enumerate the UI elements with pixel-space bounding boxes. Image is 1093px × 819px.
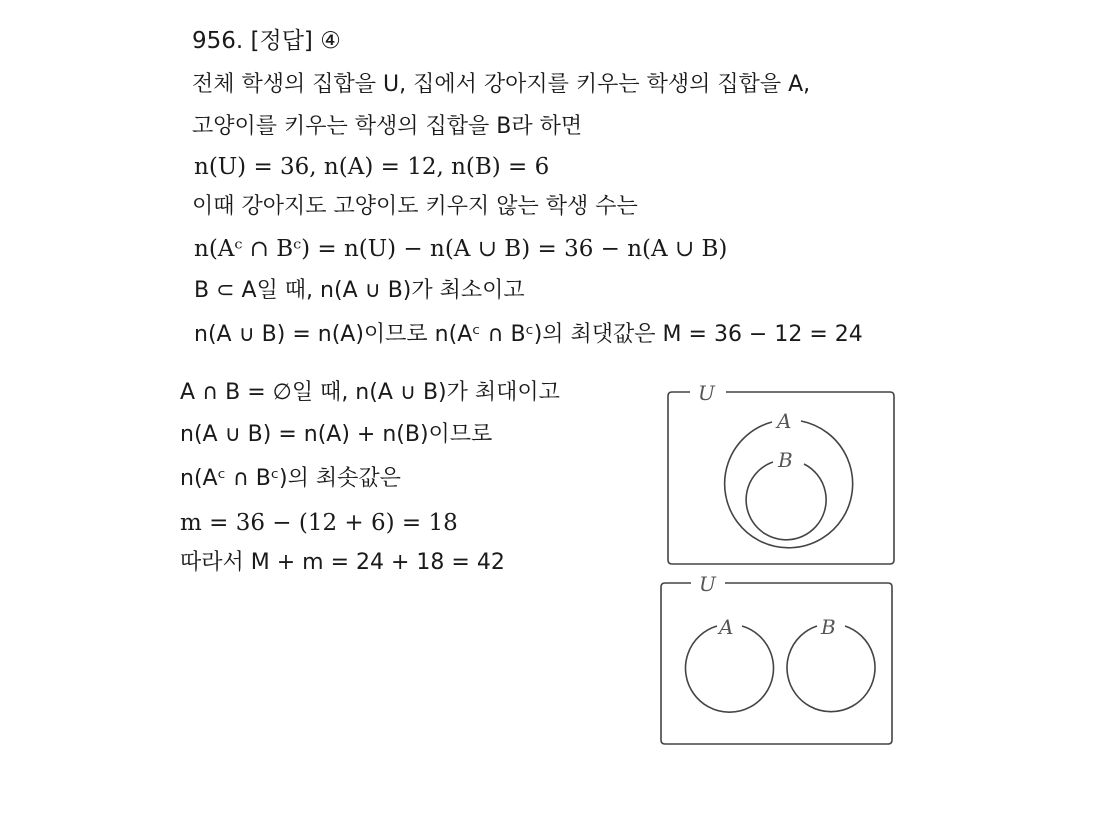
- set-a-label: A: [777, 409, 792, 433]
- text-line: B ⊂ A일 때, n(A ∪ B)가 최소이고: [194, 278, 525, 303]
- text-line: A ∩ B = ∅일 때, n(A ∪ B)가 최대이고: [180, 380, 560, 405]
- text-line: n(Aᶜ ∩ Bᶜ)의 최솟값은: [180, 466, 401, 491]
- venn-diagram-disjoint: [655, 570, 900, 750]
- set-b-label: B: [778, 448, 793, 472]
- universe-box: [661, 583, 892, 744]
- universe-label: U: [698, 381, 715, 405]
- equation-line: n(U) = 36, n(A) = 12, n(B) = 6: [194, 154, 550, 180]
- text-line: 전체 학생의 집합을 U, 집에서 강아지를 키우는 학생의 집합을 A,: [192, 72, 811, 97]
- text-line: 이때 강아지도 고양이도 키우지 않는 학생 수는: [192, 194, 638, 219]
- set-a-circle: [725, 421, 853, 548]
- universe-label: U: [699, 572, 716, 596]
- text-line: 고양이를 키우는 학생의 집합을 B라 하면: [192, 114, 583, 139]
- text-line: n(A ∪ B) = n(A) + n(B)이므로: [180, 422, 493, 447]
- set-a-label: A: [719, 615, 734, 639]
- set-b-circle: [746, 462, 826, 540]
- text-line: n(A ∪ B) = n(A)이므로 n(Aᶜ ∩ Bᶜ)의 최댓값은 M = 36 − 12 = 24: [194, 322, 863, 347]
- set-b-label: B: [821, 615, 836, 639]
- equation-line: m = 36 − (12 + 6) = 18: [180, 510, 458, 536]
- equation-line: n(Aᶜ ∩ Bᶜ) = n(U) − n(A ∪ B) = 36 − n(A ∪ B): [194, 236, 728, 262]
- problem-header: 956. [정답] ④: [192, 28, 341, 54]
- text-line: 따라서 M + m = 24 + 18 = 42: [180, 550, 505, 575]
- venn-diagram-subset: [660, 378, 902, 570]
